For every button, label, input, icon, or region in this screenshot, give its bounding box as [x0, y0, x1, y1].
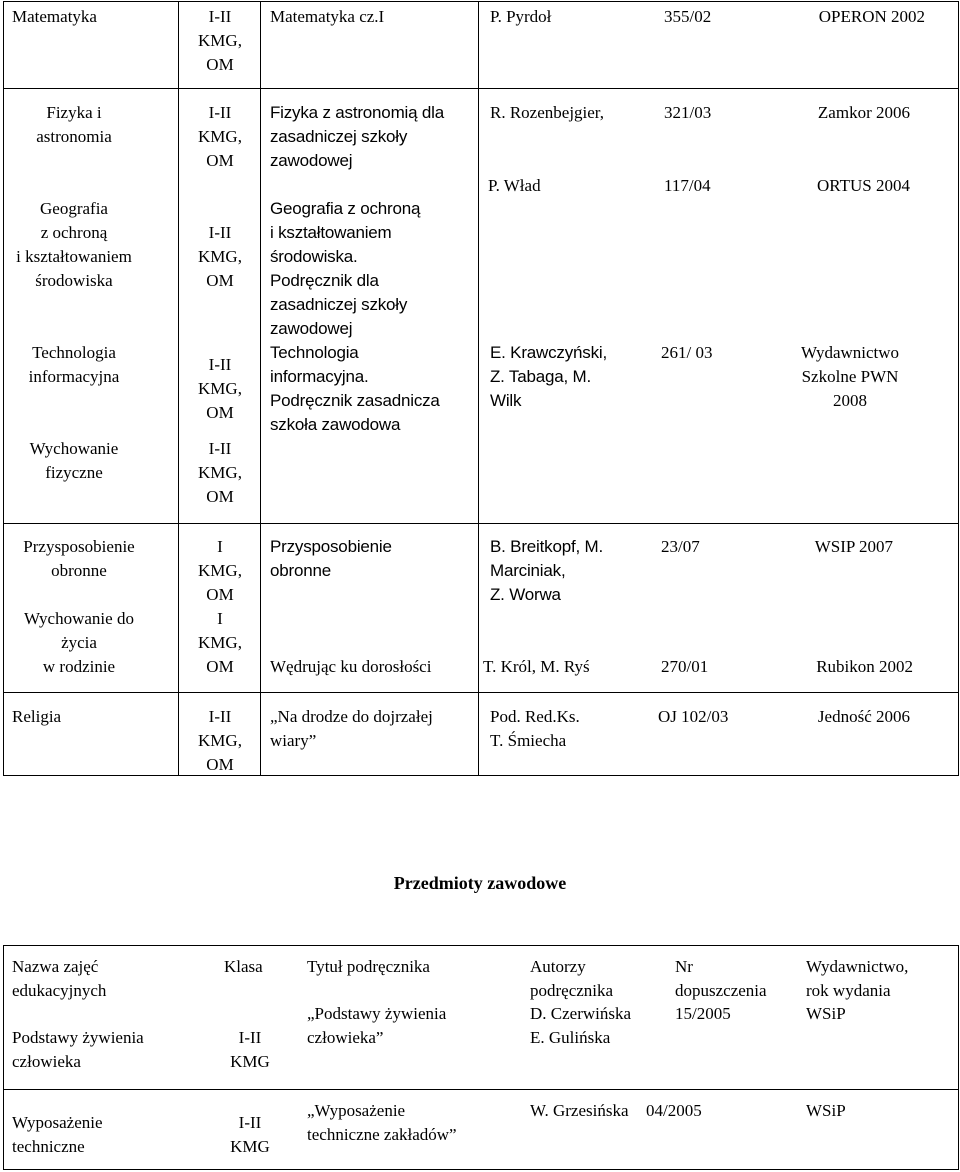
klasa-cell: I-II KMG, OM: [198, 355, 242, 422]
nr-cell: 321/03: [664, 103, 712, 122]
table1-col-divider: [260, 1, 261, 776]
authors-cell: B. Breitkopf, M. Marciniak, Z. Worwa: [490, 537, 604, 604]
klasa-cell: I-II KMG: [230, 1113, 270, 1156]
subject-cell: Religia: [12, 707, 62, 726]
nr-cell: 04/2005: [646, 1101, 702, 1120]
publisher-cell: Wydawnictwo Szkolne PWN 2008: [800, 343, 900, 410]
section-heading: Przedmioty zawodowe: [393, 873, 567, 893]
title-cell: „Podstawy żywienia człowieka”: [307, 1004, 447, 1047]
table1-row-divider: [3, 523, 958, 524]
title-cell: Wędrując ku dorosłości: [270, 657, 432, 676]
nr-cell: 117/04: [664, 176, 711, 195]
publisher-cell: Jedność 2006: [817, 707, 910, 726]
subject-cell: Przysposobienie obronne: [23, 537, 135, 580]
header-publisher: Wydawnictwo, rok wydania: [806, 957, 909, 1000]
authors-cell: T. Król, M. Ryś: [483, 657, 590, 676]
klasa-cell: I KMG, OM: [198, 609, 242, 676]
klasa-cell: I KMG, OM: [198, 537, 242, 604]
nr-cell: 270/01: [661, 657, 709, 676]
klasa-cell: I-II KMG, OM: [198, 7, 242, 74]
publisher-cell: ORTUS 2004: [817, 176, 910, 195]
title-cell: „Na drodze do dojrzałej wiary”: [270, 707, 433, 750]
table1-row-divider: [3, 692, 958, 693]
title-cell: Technologia informacyjna. Podręcznik zasadnicza szkoła zawodowa: [270, 343, 440, 434]
klasa-cell: I-II KMG, OM: [198, 103, 242, 170]
table1-col-divider: [478, 1, 479, 776]
publisher-cell: WSiP: [806, 1101, 846, 1120]
klasa-cell: I-II KMG, OM: [198, 439, 242, 506]
nr-cell: 23/07: [661, 537, 700, 556]
publisher-cell: OPERON 2002: [818, 7, 925, 26]
title-cell: Przysposobienie obronne: [270, 537, 392, 580]
nr-cell: 261/ 03: [661, 343, 713, 362]
title-cell: Fizyka z astronomią dla zasadniczej szkoły zawodowej: [270, 103, 444, 170]
authors-cell: P. Wład: [488, 176, 541, 195]
header-authors: Autorzy podręcznika: [530, 957, 614, 1000]
title-cell: Matematyka cz.I: [270, 7, 385, 26]
table1-row-divider: [3, 88, 958, 89]
subject-cell: Wychowanie do życia w rodzinie: [24, 609, 134, 676]
subject-cell: Wychowanie fizyczne: [29, 439, 119, 482]
subject-cell: Technologia informacyjna: [28, 343, 120, 386]
authors-cell: W. Grzesińska: [530, 1101, 629, 1120]
table1-border-bottom: [3, 775, 958, 776]
title-cell: Geografia z ochroną i kształtowaniem środowiska. Podręcznik dla zasadniczej szkoły zawodowej: [270, 199, 421, 338]
authors-cell: P. Pyrdoł: [490, 7, 552, 26]
table2-border-bottom: [3, 1169, 958, 1170]
subject-cell: Geografia z ochroną i kształtowaniem środowiska: [16, 199, 132, 290]
klasa-cell: I-II KMG, OM: [198, 707, 242, 774]
publisher-cell: Rubikon 2002: [816, 657, 913, 676]
table2-border-top: [3, 945, 958, 946]
nr-cell: 15/2005: [675, 1004, 731, 1023]
table1-col-divider: [958, 1, 959, 776]
publisher-cell: Zamkor 2006: [817, 103, 910, 122]
subject-cell: Wyposażenie techniczne: [12, 1113, 103, 1156]
table1-border-top: [3, 1, 958, 2]
table2-col-divider: [3, 945, 4, 1170]
header-klasa: Klasa: [224, 957, 263, 976]
nr-cell: OJ 102/03: [658, 707, 729, 726]
klasa-cell: I-II KMG, OM: [198, 223, 242, 290]
publisher-cell: WSIP 2007: [814, 537, 893, 556]
header-subject: Nazwa zajęć edukacyjnych: [12, 957, 107, 1000]
nr-cell: 355/02: [664, 7, 712, 26]
subject-cell: Podstawy żywienia człowieka: [12, 1028, 144, 1071]
authors-cell: Pod. Red.Ks. T. Śmiecha: [490, 707, 580, 750]
table1-col-divider: [178, 1, 179, 776]
publisher-cell: WSiP: [806, 1004, 846, 1023]
header-nr: Nr dopuszczenia: [675, 957, 767, 1000]
klasa-cell: I-II KMG: [230, 1028, 270, 1071]
subject-cell: Matematyka: [12, 7, 97, 26]
authors-cell: D. Czerwińska E. Gulińska: [530, 1004, 632, 1047]
subject-cell: Fizyka i astronomia: [36, 103, 112, 146]
authors-cell: R. Rozenbejgier,: [490, 103, 605, 122]
table2-row-divider: [3, 1089, 958, 1090]
table2-col-divider: [958, 945, 959, 1170]
title-cell: „Wyposażenie techniczne zakładów”: [307, 1101, 457, 1144]
header-title: Tytuł podręcznika: [307, 957, 430, 976]
authors-cell: E. Krawczyński, Z. Tabaga, M. Wilk: [490, 343, 607, 410]
